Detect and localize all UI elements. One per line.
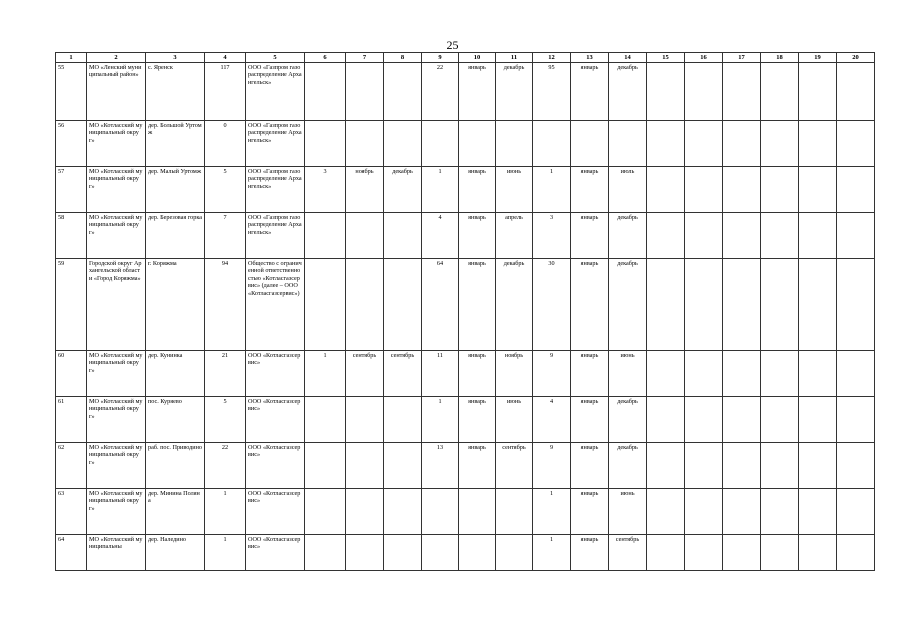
table-cell: МО «Котласский муниципальный округ» — [87, 443, 146, 489]
table-cell — [647, 121, 685, 167]
table-cell: январь — [459, 443, 496, 489]
table-cell: МО «Котласский муниципальный округ» — [87, 351, 146, 397]
table-cell — [305, 397, 346, 443]
table-cell — [305, 489, 346, 535]
table-cell: декабрь — [496, 63, 533, 121]
table-cell — [609, 121, 647, 167]
table-cell — [305, 121, 346, 167]
table-cell: МО «Котласский муниципальный округ» — [87, 397, 146, 443]
table-cell — [305, 443, 346, 489]
table-cell — [346, 489, 384, 535]
table-cell: 3 — [533, 213, 571, 259]
table-cell: 1 — [422, 167, 459, 213]
column-header: 13 — [571, 53, 609, 63]
table-row — [56, 397, 875, 443]
table-cell: дер. Наледино — [146, 535, 205, 571]
column-header: 14 — [609, 53, 647, 63]
table-row — [56, 259, 875, 351]
table-cell — [533, 121, 571, 167]
table-cell — [422, 489, 459, 535]
table-cell: январь — [571, 167, 609, 213]
table-cell — [799, 213, 837, 259]
table-cell: ООО «Котласгазсервис» — [246, 443, 305, 489]
table-cell: декабрь — [496, 259, 533, 351]
table-cell: 63 — [56, 489, 87, 535]
table-cell: январь — [571, 63, 609, 121]
table-cell: январь — [459, 167, 496, 213]
table-cell: 95 — [533, 63, 571, 121]
column-header: 4 — [205, 53, 246, 63]
table-cell: ООО «Котласгазсервис» — [246, 351, 305, 397]
table-cell — [761, 259, 799, 351]
table-row — [56, 121, 875, 167]
table-cell: ООО «Газпром газораспределение Архангельск» — [246, 63, 305, 121]
table-cell — [837, 213, 875, 259]
column-header: 11 — [496, 53, 533, 63]
table-cell — [761, 535, 799, 571]
column-header: 20 — [837, 53, 875, 63]
table-cell: ООО «Котласгазсервис» — [246, 489, 305, 535]
table-cell: ООО «Котласгазсервис» — [246, 535, 305, 571]
column-header: 6 — [305, 53, 346, 63]
table-cell — [799, 351, 837, 397]
table-cell: январь — [459, 259, 496, 351]
column-header: 10 — [459, 53, 496, 63]
table-cell — [305, 535, 346, 571]
table-cell: МО «Котласский муниципальный округ» — [87, 121, 146, 167]
table-cell: ноябрь — [346, 167, 384, 213]
table-cell — [761, 443, 799, 489]
table-row — [56, 213, 875, 259]
table-cell — [685, 397, 723, 443]
table-row — [56, 351, 875, 397]
column-header: 5 — [246, 53, 305, 63]
table-cell: декабрь — [384, 167, 422, 213]
table-cell — [422, 535, 459, 571]
table-cell: январь — [571, 489, 609, 535]
table-cell — [761, 397, 799, 443]
table-cell — [384, 489, 422, 535]
table-cell: 4 — [422, 213, 459, 259]
table-cell — [346, 443, 384, 489]
table-cell — [305, 259, 346, 351]
table-cell — [685, 535, 723, 571]
table-cell — [799, 443, 837, 489]
table-cell: дер. Малый Уртомж — [146, 167, 205, 213]
table-cell — [647, 443, 685, 489]
table-cell — [305, 213, 346, 259]
table-cell — [346, 63, 384, 121]
table-cell — [384, 259, 422, 351]
table-cell: дер. Березовая горка — [146, 213, 205, 259]
table-cell: 94 — [205, 259, 246, 351]
table-cell: 22 — [422, 63, 459, 121]
table-cell — [799, 259, 837, 351]
table-cell: 22 — [205, 443, 246, 489]
table-cell — [723, 259, 761, 351]
table-cell — [761, 167, 799, 213]
table-cell: 1 — [422, 397, 459, 443]
table-cell: декабрь — [609, 443, 647, 489]
table-cell — [837, 489, 875, 535]
table-row — [56, 167, 875, 213]
table-cell — [761, 489, 799, 535]
table-cell — [496, 535, 533, 571]
table-cell: январь — [571, 397, 609, 443]
column-header: 1 — [56, 53, 87, 63]
table-cell — [496, 489, 533, 535]
table-cell — [685, 489, 723, 535]
table-row — [56, 443, 875, 489]
table-cell: 64 — [422, 259, 459, 351]
table-cell — [761, 213, 799, 259]
column-header: 2 — [87, 53, 146, 63]
table-cell — [647, 167, 685, 213]
table-cell: декабрь — [609, 213, 647, 259]
table-cell — [723, 489, 761, 535]
column-header: 8 — [384, 53, 422, 63]
table-cell — [837, 259, 875, 351]
table-cell: Городской округ Архангельской области «Город Коряжма» — [87, 259, 146, 351]
page-number: 25 — [446, 38, 459, 52]
table-cell — [837, 397, 875, 443]
table-cell: 56 — [56, 121, 87, 167]
table-cell: январь — [459, 213, 496, 259]
table-cell — [459, 535, 496, 571]
table-cell — [685, 351, 723, 397]
table-cell — [837, 167, 875, 213]
table-cell: июнь — [496, 397, 533, 443]
table-cell: 59 — [56, 259, 87, 351]
table-cell: 1 — [533, 167, 571, 213]
table-cell: декабрь — [609, 63, 647, 121]
table-cell — [837, 351, 875, 397]
table-cell: раб. пос. Приводино — [146, 443, 205, 489]
column-header: 19 — [799, 53, 837, 63]
table-cell — [384, 63, 422, 121]
column-header: 15 — [647, 53, 685, 63]
table-cell — [799, 63, 837, 121]
table-cell: 57 — [56, 167, 87, 213]
table-cell — [799, 167, 837, 213]
table-cell: 30 — [533, 259, 571, 351]
table-cell — [723, 167, 761, 213]
table-cell: 1 — [305, 351, 346, 397]
table-cell: Общество с ограниченной ответственностью «Котласгазсервис» (далее – ООО «Котласгазсервис») — [246, 259, 305, 351]
table-cell: апрель — [496, 213, 533, 259]
table-cell — [799, 489, 837, 535]
table-cell: 21 — [205, 351, 246, 397]
table-cell: 9 — [533, 351, 571, 397]
table-cell — [761, 63, 799, 121]
column-header: 17 — [723, 53, 761, 63]
table-cell — [384, 443, 422, 489]
table-cell — [647, 489, 685, 535]
table-cell: январь — [459, 351, 496, 397]
table-cell — [723, 535, 761, 571]
table-cell: МО «Котласский муниципальный округ» — [87, 213, 146, 259]
table-cell: июль — [609, 167, 647, 213]
column-header: 3 — [146, 53, 205, 63]
table-cell: январь — [571, 535, 609, 571]
table-cell: июнь — [496, 167, 533, 213]
table-cell: дер. Минина Поляна — [146, 489, 205, 535]
table-cell: июнь — [609, 489, 647, 535]
table-cell: 5 — [205, 397, 246, 443]
table-cell: сентябрь — [496, 443, 533, 489]
table-cell: ноябрь — [496, 351, 533, 397]
table-cell — [685, 213, 723, 259]
table-cell — [685, 443, 723, 489]
table-cell — [384, 535, 422, 571]
column-header: 9 — [422, 53, 459, 63]
table-cell — [422, 121, 459, 167]
table-cell — [799, 397, 837, 443]
table-cell — [685, 167, 723, 213]
table-cell — [459, 489, 496, 535]
table-cell: июнь — [609, 351, 647, 397]
table-cell: 3 — [305, 167, 346, 213]
table-cell: 7 — [205, 213, 246, 259]
table-cell: ООО «Газпром газораспределение Архангельск» — [246, 213, 305, 259]
column-header: 7 — [346, 53, 384, 63]
table-cell: 9 — [533, 443, 571, 489]
table-cell — [647, 259, 685, 351]
table-cell: январь — [459, 63, 496, 121]
table-cell — [685, 63, 723, 121]
table-cell: январь — [571, 259, 609, 351]
table-cell: МО «Котласский муниципальный округ» — [87, 167, 146, 213]
table-cell — [837, 535, 875, 571]
table-cell — [346, 259, 384, 351]
table-cell — [685, 259, 723, 351]
table-cell: 60 — [56, 351, 87, 397]
table-cell — [384, 397, 422, 443]
table-cell: дер. Кунинка — [146, 351, 205, 397]
table-cell: дер. Большой Уртомж — [146, 121, 205, 167]
table-cell — [837, 63, 875, 121]
table-cell: январь — [571, 213, 609, 259]
table-cell: 5 — [205, 167, 246, 213]
table-cell: январь — [459, 397, 496, 443]
table-cell — [761, 351, 799, 397]
table-cell — [496, 121, 533, 167]
table-cell: январь — [571, 443, 609, 489]
table-cell — [647, 351, 685, 397]
table-cell: с. Яренск — [146, 63, 205, 121]
table-cell: 0 — [205, 121, 246, 167]
table-cell: 1 — [205, 489, 246, 535]
table-cell — [685, 121, 723, 167]
table-cell — [837, 121, 875, 167]
table-cell — [571, 121, 609, 167]
table-cell: г. Коряжма — [146, 259, 205, 351]
table-cell — [799, 535, 837, 571]
table-cell: ООО «Газпром газораспределение Архангельск» — [246, 167, 305, 213]
table-cell: 4 — [533, 397, 571, 443]
table-cell: сентябрь — [384, 351, 422, 397]
table-cell: сентябрь — [346, 351, 384, 397]
column-header: 18 — [761, 53, 799, 63]
table-cell — [346, 213, 384, 259]
table-cell: 1 — [533, 535, 571, 571]
table-cell — [346, 121, 384, 167]
table-cell: пос. Куряево — [146, 397, 205, 443]
column-header: 12 — [533, 53, 571, 63]
table-row — [56, 63, 875, 121]
table-cell — [647, 63, 685, 121]
table-cell: 1 — [205, 535, 246, 571]
table-cell: 1 — [533, 489, 571, 535]
table-cell — [723, 397, 761, 443]
gas-connection-table — [55, 52, 875, 571]
table-cell — [723, 63, 761, 121]
table-cell — [723, 351, 761, 397]
table-cell — [723, 121, 761, 167]
table-cell: декабрь — [609, 259, 647, 351]
table-cell: МО «Котласский муниципальны — [87, 535, 146, 571]
table-cell: 64 — [56, 535, 87, 571]
table-cell — [459, 121, 496, 167]
table-cell: МО «Котласский муниципальный округ» — [87, 489, 146, 535]
table-cell: 62 — [56, 443, 87, 489]
table-cell — [647, 397, 685, 443]
table-cell — [384, 121, 422, 167]
table-cell — [723, 443, 761, 489]
table-cell: ООО «Котласгазсервис» — [246, 397, 305, 443]
table-cell — [799, 121, 837, 167]
table-row — [56, 535, 875, 571]
table-cell — [384, 213, 422, 259]
table-cell: декабрь — [609, 397, 647, 443]
table-cell: 61 — [56, 397, 87, 443]
table-cell: январь — [571, 351, 609, 397]
table-cell — [346, 535, 384, 571]
table-cell — [647, 535, 685, 571]
table-cell: 13 — [422, 443, 459, 489]
header-row — [56, 53, 875, 63]
table-cell — [346, 397, 384, 443]
table-cell: сентябрь — [609, 535, 647, 571]
table-cell: 55 — [56, 63, 87, 121]
table-cell — [305, 63, 346, 121]
table-row — [56, 489, 875, 535]
table-cell — [761, 121, 799, 167]
table-cell — [837, 443, 875, 489]
table-cell: 58 — [56, 213, 87, 259]
table-cell: 117 — [205, 63, 246, 121]
table-cell — [723, 213, 761, 259]
table-cell: МО «Ленский муниципальный район» — [87, 63, 146, 121]
table-cell: 11 — [422, 351, 459, 397]
table-cell: ООО «Газпром газораспределение Архангельск» — [246, 121, 305, 167]
column-header: 16 — [685, 53, 723, 63]
table-cell — [647, 213, 685, 259]
